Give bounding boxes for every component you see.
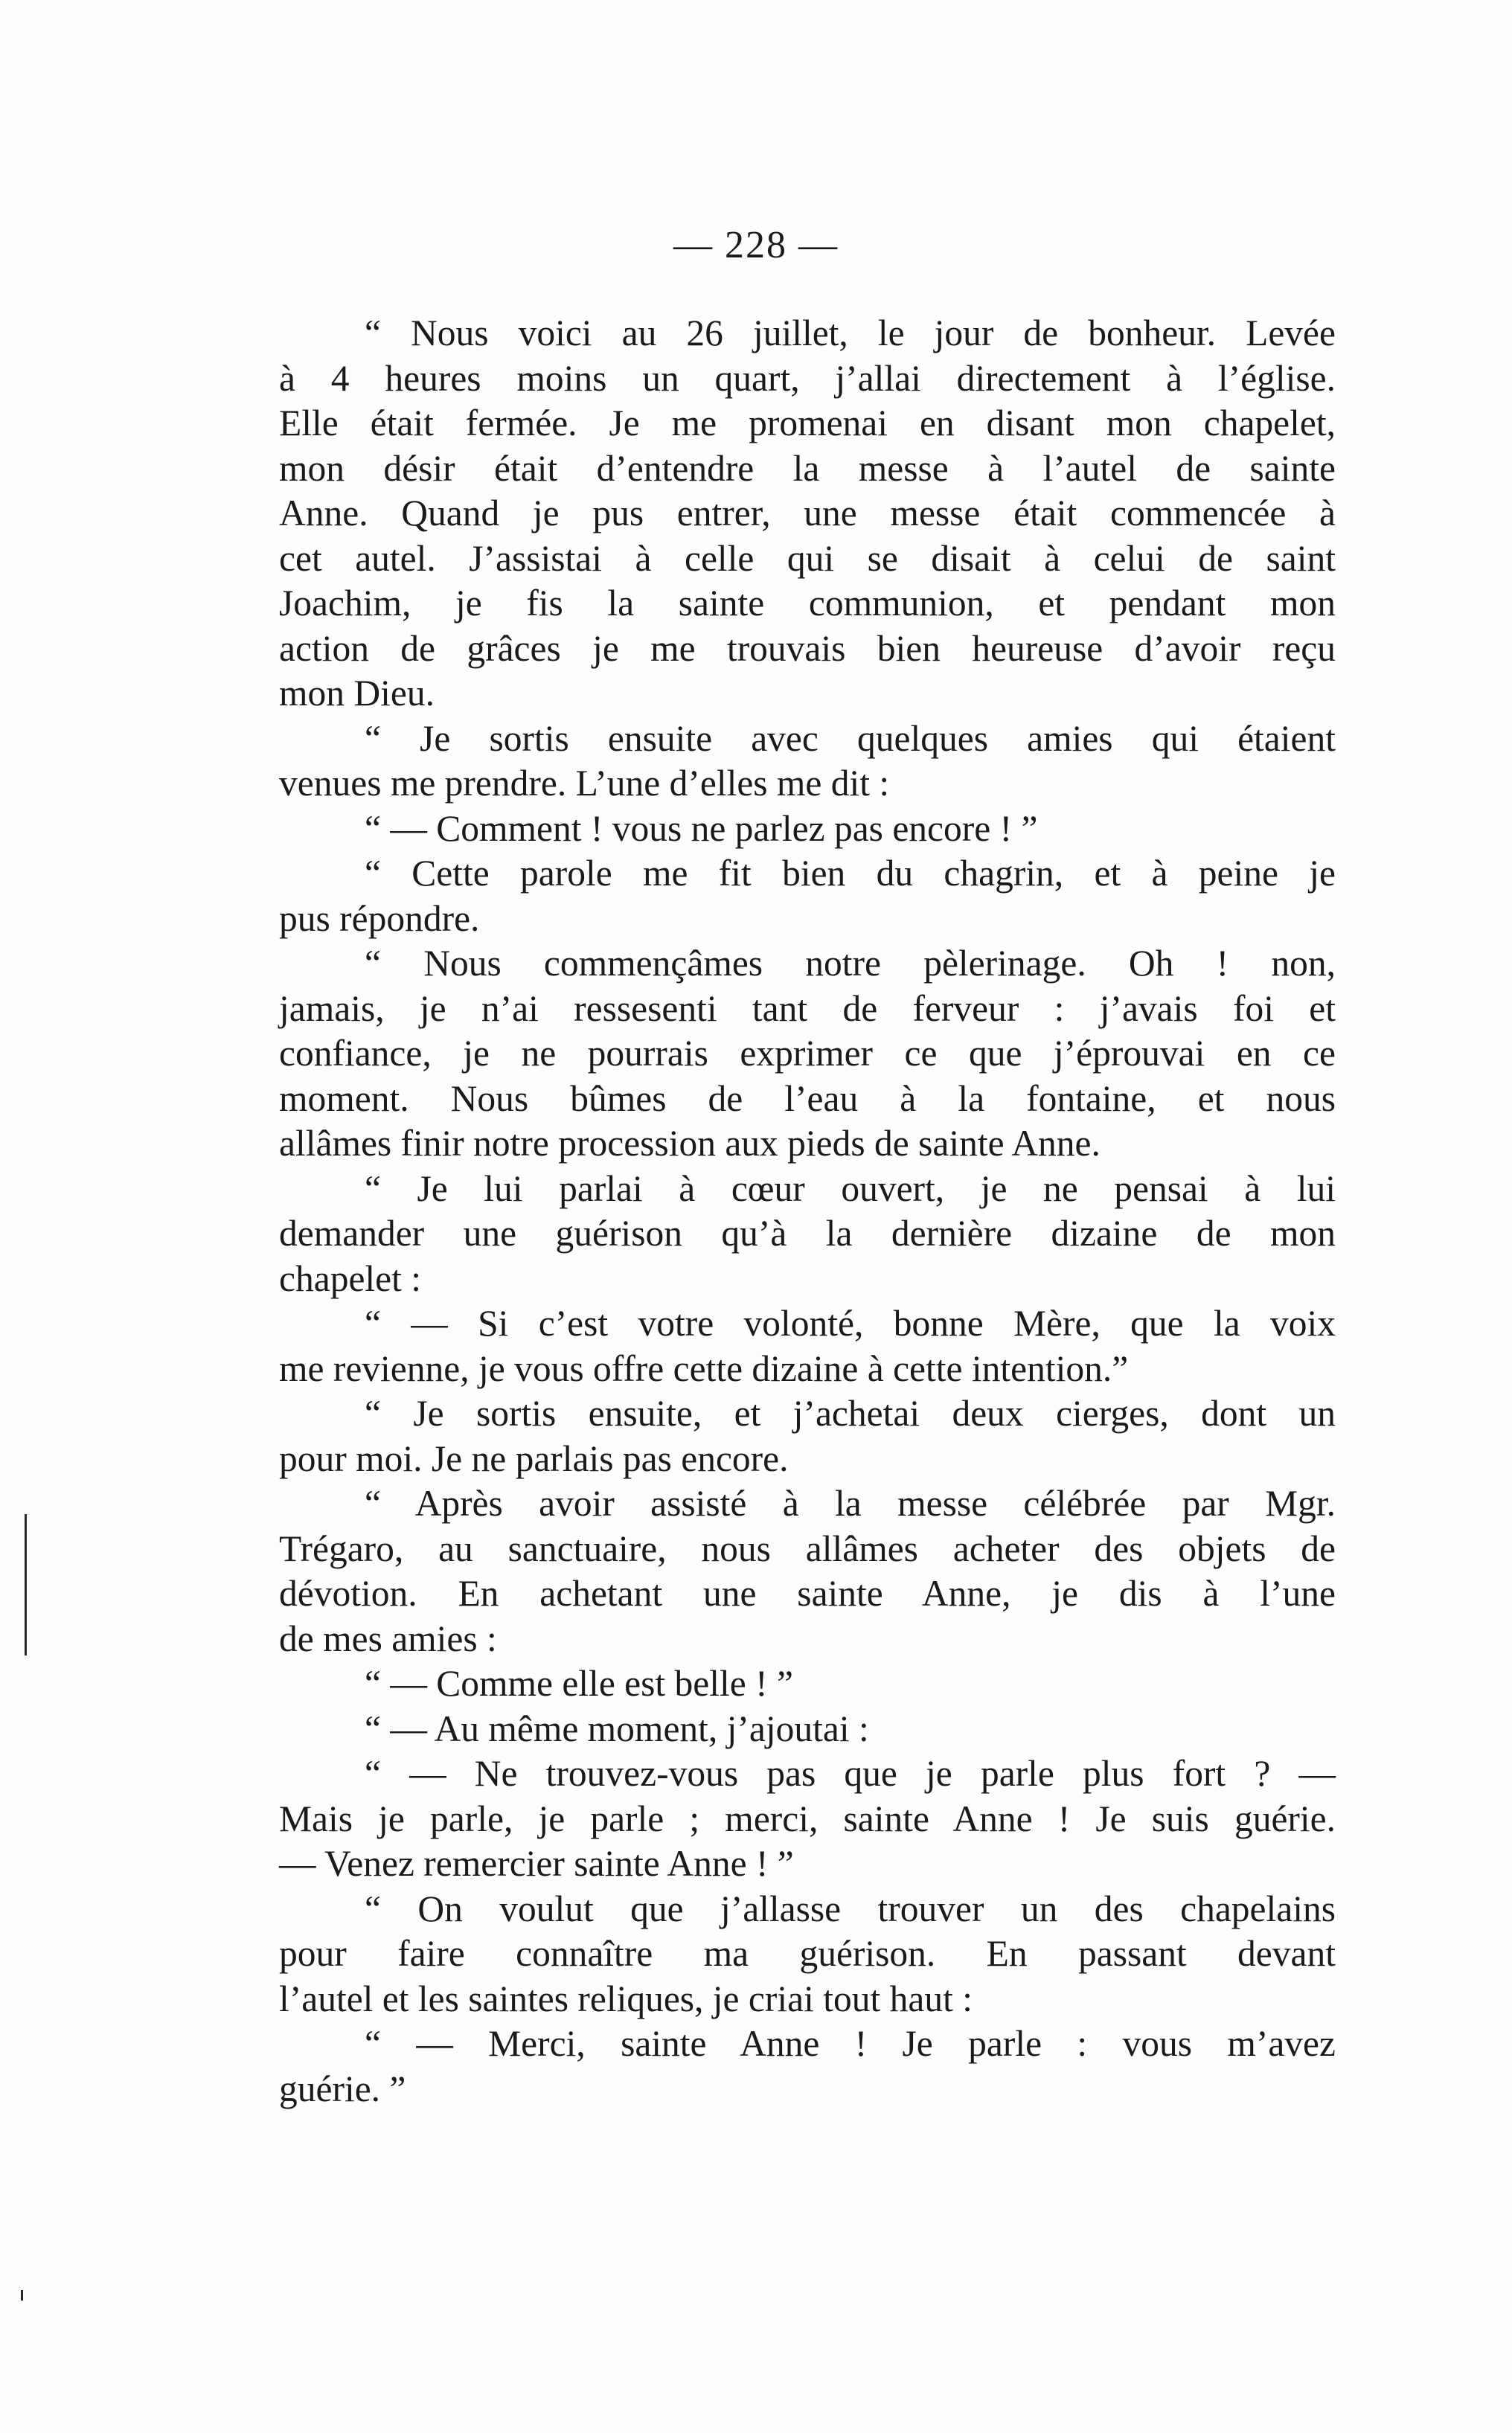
text-line: venues me prendre. L’une d’elles me dit :: [279, 763, 890, 804]
text-line: Trégaro, au sanctuaire, nous allâmes acheter des objets de: [279, 1528, 1336, 1569]
text-line: “ Cette parole me fit bien du chagrin, et à peine je: [365, 853, 1336, 894]
margin-speck: [21, 2290, 23, 2301]
margin-rule: [25, 1514, 27, 1655]
text-line: “ Nous commençâmes notre pèlerinage. Oh ! non,: [365, 943, 1336, 984]
text-line: à 4 heures moins un quart, j’allai directement à l’église.: [279, 357, 1336, 399]
text-line: “ Je sortis ensuite avec quelques amies qui étaient: [365, 717, 1336, 759]
text-line: guérie. ”: [279, 2068, 406, 2109]
text-line: “ — Comment ! vous ne parlez pas encore ! ”: [365, 807, 1038, 849]
text-line: “ — Si c’est votre volonté, bonne Mère, que la voix: [365, 1303, 1336, 1344]
text-line: mon Dieu.: [279, 673, 435, 714]
text-line: allâmes finir notre procession aux pieds de sainte Anne.: [279, 1123, 1101, 1164]
text-line: action de grâces je me trouvais bien heureuse d’avoir reçu: [279, 627, 1336, 669]
text-line: confiance, je ne pourrais exprimer ce que j’éprouvai en ce: [279, 1033, 1336, 1074]
text-line: mon désir était d’entendre la messe à l’autel de sainte: [279, 447, 1336, 489]
text-line: l’autel et les saintes reliques, je criai tout haut :: [279, 1978, 973, 2019]
text-line: me revienne, je vous offre cette dizaine à cette intention.”: [279, 1347, 1129, 1389]
text-line: de mes amies :: [279, 1618, 497, 1659]
text-line: jamais, je n’ai ressesenti tant de ferveur : j’avais foi et: [279, 987, 1336, 1029]
text-line: pour moi. Je ne parlais pas encore.: [279, 1437, 789, 1479]
text-line: — Venez remercier sainte Anne ! ”: [279, 1843, 794, 1884]
page-number: — 228 —: [673, 224, 839, 266]
text-line: cet autel. J’assistai à celle qui se disait à celui de saint: [279, 537, 1336, 579]
text-line: dévotion. En achetant une sainte Anne, je dis à l’une: [279, 1573, 1336, 1614]
text-line: “ Je lui parlai à cœur ouvert, je ne pensai à lui: [365, 1167, 1336, 1209]
text-line: “ — Au même moment, j’ajoutai :: [365, 1708, 869, 1749]
text-line: “ Après avoir assisté à la messe célébrée par Mgr.: [365, 1483, 1336, 1524]
text-line: moment. Nous bûmes de l’eau à la fontaine, et nous: [279, 1077, 1336, 1119]
text-line: “ — Comme elle est belle ! ”: [365, 1663, 793, 1704]
text-line: demander une guérison qu’à la dernière dizaine de mon: [279, 1213, 1336, 1254]
text-line: “ Nous voici au 26 juillet, le jour de bonheur. Levée: [365, 312, 1336, 353]
text-line: Joachim, je fis la sainte communion, et pendant mon: [279, 583, 1336, 624]
body-text: [279, 311, 1336, 2112]
text-line: Mais je parle, je parle ; merci, sainte Anne ! Je suis guérie.: [279, 1798, 1336, 1839]
text-line: pus répondre.: [279, 897, 480, 939]
text-line: Anne. Quand je pus entrer, une messe était commencée à: [279, 493, 1336, 533]
text-line: “ — Ne trouvez-vous pas que je parle plus fort ? —: [365, 1753, 1336, 1794]
text-line: “ Je sortis ensuite, et j’achetai deux cierges, dont un: [365, 1393, 1336, 1434]
text-line: Elle était fermée. Je me promenai en disant mon chapelet,: [279, 403, 1336, 443]
text-line: pour faire connaître ma guérison. En passant devant: [279, 1933, 1336, 1974]
text-line: chapelet :: [279, 1257, 422, 1299]
text-line: “ — Merci, sainte Anne ! Je parle : vous m’avez: [365, 2023, 1336, 2064]
text-line: “ On voulut que j’allasse trouver un des chapelains: [365, 1888, 1336, 1929]
